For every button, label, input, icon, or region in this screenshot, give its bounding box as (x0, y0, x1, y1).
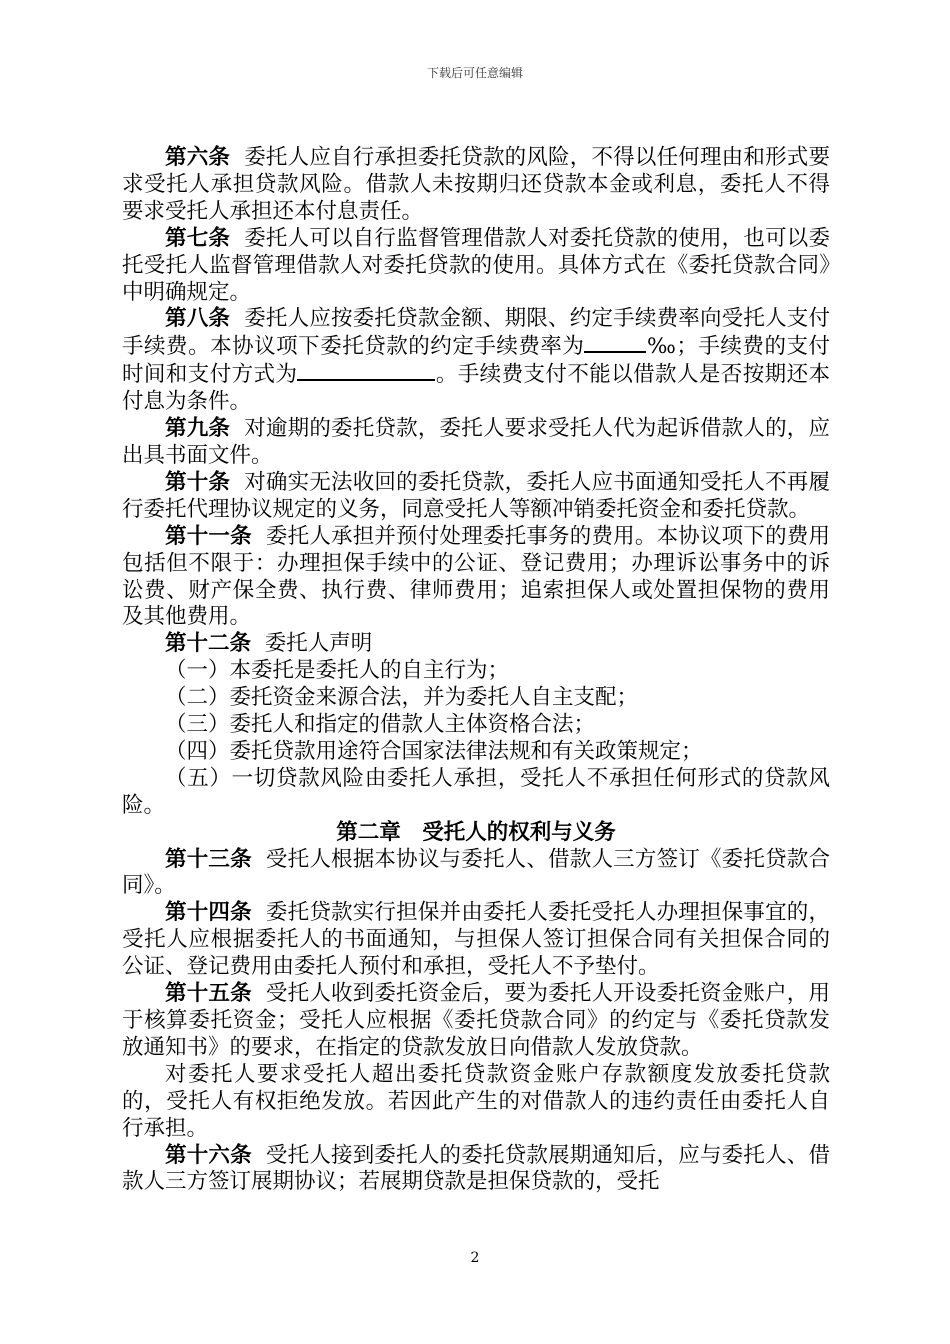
article-8 (122, 306, 830, 416)
declaration-item: （一）本委托是委托人的自主行为； (165, 658, 510, 684)
article-16 (122, 1143, 830, 1197)
fee-rate-unit: ‰； (646, 334, 698, 360)
article-9 (122, 416, 830, 470)
article-14 (122, 900, 830, 981)
article-title: 第十六条 (165, 1142, 252, 1168)
article-title: 第十二条 (165, 631, 252, 657)
article-text: 委托人可以自行监督管理借款人对委托贷款的使用，也可以委托受托人监督管理借款人对委托贷款的使用。具体方式在《委托贷款合同》中明确规定。 (122, 225, 830, 305)
article-title: 第十条 (165, 469, 231, 495)
article-text: 对逾期的委托贷款，委托人要求受托人代为起诉借款人的，应出具书面文件。 (122, 416, 830, 468)
article-text: 委托人应自行承担委托贷款的风险，不得以任何理由和形式要求受托人承担贷款风险。借款人未按期归还贷款本金或利息，委托人不得要求受托人承担还本付息责任。 (122, 145, 830, 224)
page-header: 下载后可任意编辑 (426, 66, 523, 80)
declaration-item: （四）委托贷款用途符合国家法律法规和有关政策规定； (165, 738, 703, 764)
article-text: 受托人根据本协议与委托人、借款人三方签订《委托贷款合同》。 (122, 846, 830, 899)
article-title: 第十五条 (165, 981, 252, 1007)
article-text: 委托贷款实行担保并由委托人委托受托人办理担保事宜的，受托人应根据委托人的书面通知，与担保人签订担保合同有关担保合同的公证、登记费用由委托人预付和承担，受托人不予垫付。 (122, 900, 830, 980)
article-text: 手续费的支付时间和支付方式为 (122, 334, 830, 388)
article-text: 对确实无法收回的委托贷款，委托人应书面通知受托人不再履行委托代理协议规定的义务，同意受托人等额冲销委托资金和委托贷款。 (122, 469, 830, 522)
declaration-item: （五）一切贷款风险由委托人承担，受托人不承担任何形式的贷款风险。 (122, 765, 830, 818)
article-title: 第十三条 (165, 846, 252, 872)
article-13 (122, 847, 830, 901)
declaration-item: （三）委托人和指定的借款人主体资格合法； (165, 712, 596, 738)
article-15 (122, 981, 830, 1062)
article-text: 委托人声明 (264, 631, 373, 657)
article-title: 第七条 (165, 225, 231, 251)
article-7 (122, 226, 830, 307)
article-text: 。手续费支付不能以借款人是否按期还本付息为条件。 (122, 362, 830, 415)
article-title: 第八条 (165, 306, 231, 332)
article-title: 第九条 (165, 416, 231, 442)
article-12 (122, 631, 830, 658)
article-text: 委托人承担并预付处理委托事务的费用。本协议项下的费用包括但不限于：办理担保手续中的公证、登记费用；办理诉讼事务中的诉讼费、财产保全费、执行费、律师费用；追索担保人或处置担保物的费用及其他费用。 (122, 523, 830, 630)
article-11 (122, 524, 830, 632)
payment-method-blank[interactable] (297, 361, 435, 381)
article-title: 第十四条 (165, 900, 252, 926)
plain-paragraph: 对委托人要求受托人超出委托贷款资金账户存款额度发放委托贷款的，受托人有权拒绝发放。若因此产生的对借款人的违约责任由委托人自行承担。 (122, 1061, 830, 1141)
document-body (122, 145, 830, 1196)
article-6 (122, 145, 830, 226)
page-number: 2 (470, 1250, 480, 1266)
article-text: 受托人收到委托资金后，要为委托人开设委托资金账户，用于核算委托资金；受托人应根据《委托贷款合同》的约定与《委托贷款发放通知书》的要求，在指定的贷款发放日向借款人发放贷款。 (122, 981, 830, 1060)
chapter-heading: 第二章 受托人的权利与义务 (336, 819, 616, 845)
article-title: 第六条 (165, 145, 231, 170)
article-text: 委托人应按委托贷款金额、期限、约定手续费率向受托人支付手续费。本协议项下委托贷款的约定手续费率为 (122, 306, 830, 360)
article-text: 受托人接到委托人的委托贷款展期通知后，应与委托人、借款人三方签订展期协议；若展期贷款是担保贷款的，受托 (122, 1142, 830, 1195)
fee-rate-blank[interactable] (584, 333, 646, 353)
article-10 (122, 470, 830, 524)
article-title: 第十一条 (165, 523, 252, 549)
declaration-item: （二）委托资金来源合法，并为委托人自主支配； (165, 685, 639, 711)
